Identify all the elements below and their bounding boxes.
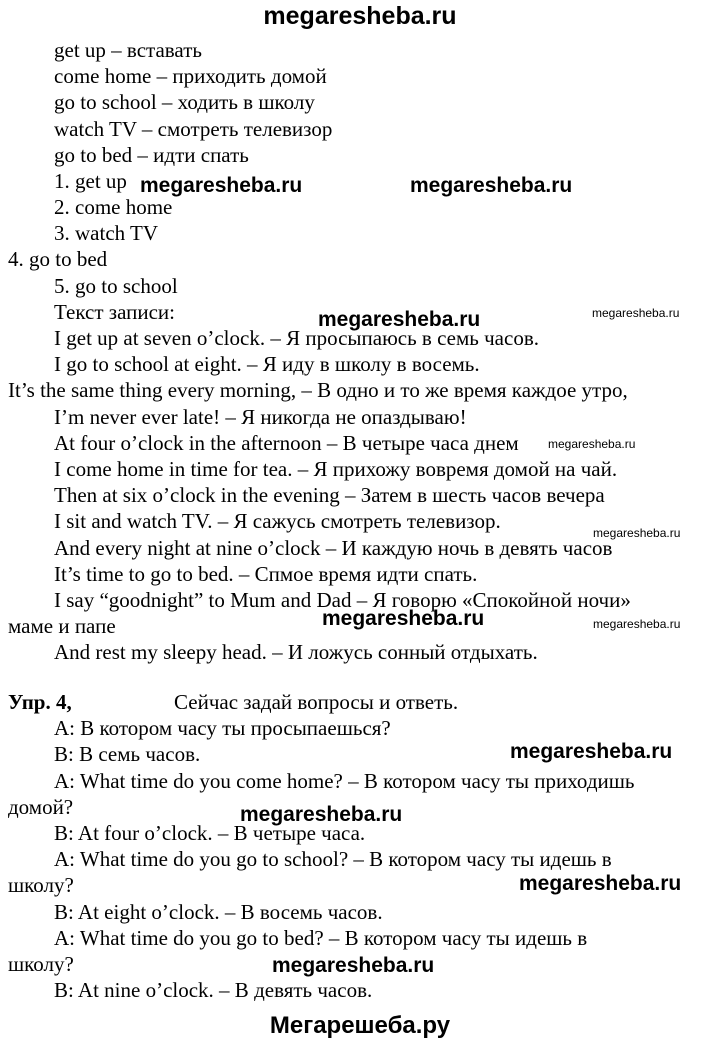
poem-line: маме и папе [8, 614, 116, 638]
poem-line: I say “goodnight” to Mum and Dad – Я говорю «Спокойной ночи» [54, 588, 631, 612]
text-title: Текст записи: [54, 300, 175, 324]
watermark: megaresheba.ru [272, 954, 435, 977]
poem-line: At four o’clock in the afternoon – В четыре часа днем [54, 431, 519, 455]
watermark-small: megaresheba.ru [593, 526, 681, 540]
watermark: megaresheba.ru [318, 308, 481, 331]
dialog-line: A: What time do you come home? – В котором часу ты приходишь [54, 769, 635, 793]
order-item: 4. go to bed [8, 247, 108, 271]
poem-line: And every night at nine o’clock – И каждую ночь в девять часов [54, 536, 613, 560]
exercise-number: Упр. 4, [8, 690, 72, 714]
vocab-line: watch TV – смотреть телевизор [54, 117, 333, 141]
watermark-small: megaresheba.ru [548, 437, 636, 451]
watermark: megaresheba.ru [410, 174, 573, 197]
dialog-line: B: At four o’clock. – В четыре часа. [54, 821, 366, 845]
poem-line: And rest my sleepy head. – И ложусь сонный отдыхать. [54, 640, 538, 664]
footer-site: Мегарешеба.ру [269, 1012, 451, 1039]
dialog-line: A: What time do you go to school? – В котором часу ты идешь в [54, 847, 612, 871]
dialog-line: домой? [8, 795, 74, 819]
dialog-line: B: At nine o’clock. – В девять часов. [54, 978, 373, 1002]
watermark-small: megaresheba.ru [592, 306, 680, 320]
vocab-line: get up – вставать [54, 38, 202, 62]
poem-line: I’m never ever late! – Я никогда не опаздываю! [54, 405, 467, 429]
watermark: megaresheba.ru [519, 872, 682, 895]
vocab-line: go to bed – идти спать [54, 143, 249, 167]
dialog-line: B: At eight o’clock. – В восемь часов. [54, 900, 383, 924]
poem-line: It’s time to go to bed. – Спмое время идти спать. [54, 562, 478, 586]
poem-line: I sit and watch TV. – Я сажусь смотреть телевизор. [54, 509, 501, 533]
header-site: megaresheba.ru [263, 2, 457, 30]
watermark: megaresheba.ru [510, 740, 673, 763]
order-item: 5. go to school [54, 274, 178, 298]
order-item: 1. get up [54, 169, 127, 193]
watermark: megaresheba.ru [140, 174, 303, 197]
order-item: 3. watch TV [54, 221, 159, 245]
dialog-line: школу? [8, 873, 74, 897]
dialog-line: A: What time do you go to bed? – В котором часу ты идешь в [54, 926, 588, 950]
poem-line: I get up at seven o’clock. – Я просыпаюсь в семь часов. [54, 326, 539, 350]
poem-line: It’s the same thing every morning, – В одно и то же время каждое утро, [8, 378, 628, 402]
dialog-line: школу? [8, 952, 74, 976]
vocab-line: go to school – ходить в школу [54, 90, 315, 114]
order-item: 2. come home [54, 195, 173, 219]
exercise-label [8, 690, 72, 714]
watermark-small: megaresheba.ru [593, 617, 681, 631]
poem-line: I come home in time for tea. – Я прихожу вовремя домой на чай. [54, 457, 618, 481]
poem-line: I go to school at eight. – Я иду в школу в восемь. [54, 352, 480, 376]
vocab-line: come home – приходить домой [54, 64, 327, 88]
watermark: megaresheba.ru [322, 607, 485, 630]
poem-line: Then at six o’clock in the evening – Затем в шесть часов вечера [54, 483, 605, 507]
dialog-line: B: В семь часов. [54, 742, 201, 766]
watermark: megaresheba.ru [240, 803, 403, 826]
dialog-line: A: В котором часу ты просыпаешься? [54, 716, 391, 740]
exercise-instruction: Сейчас задай вопросы и ответь. [174, 690, 459, 714]
